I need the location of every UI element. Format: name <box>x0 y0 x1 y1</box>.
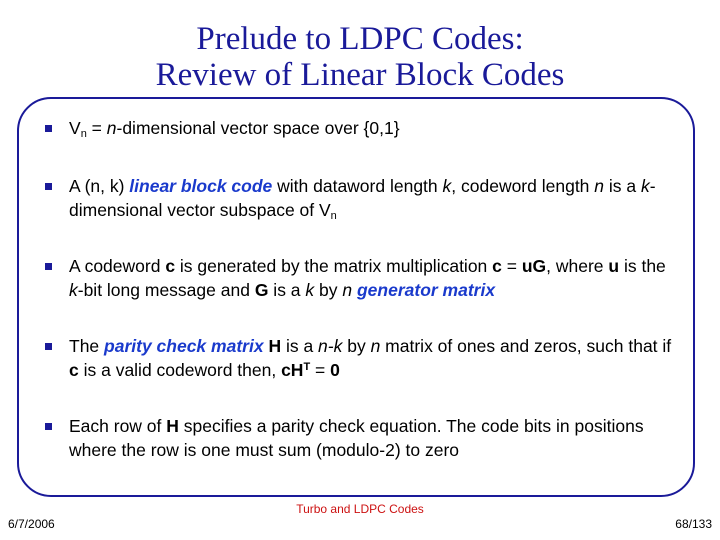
square-bullet-icon <box>45 423 52 430</box>
square-bullet-icon <box>45 125 52 132</box>
bullet-item-4: The parity check matrix H is a n-k by n matrix of ones and zeros, such that if c is a valid codeword then, $cH^T = 0$ <box>44 334 684 382</box>
bullet-list <box>44 116 684 462</box>
slide-title <box>0 21 720 93</box>
term-linear-block-code: linear block code <box>129 176 273 196</box>
term-generator-matrix: generator matrix <box>356 280 496 300</box>
footer-page-number: 68/133 <box>675 517 712 531</box>
title-line-2: Review of Linear Block Codes <box>155 57 565 93</box>
term-parity-check-matrix: parity check matrix <box>104 336 264 356</box>
title-line-1: Prelude to LDPC Codes: <box>196 21 524 57</box>
bullet-item-5: Each row of H specifies a parity check equation. The code bits in positions where the row is one must sum (modulo-2) to zero <box>44 414 684 462</box>
bullet-item-2: A (n, k) linear block code with dataword length k, codeword length n is a k-dimensional vector subspace of $V_n$ <box>44 174 684 222</box>
bullet-item-1: $V_n$ = n-dimensional vector space over {0,1} <box>44 116 684 140</box>
square-bullet-icon <box>45 263 52 270</box>
bullet-item-3: A codeword c is generated by the matrix multiplication c = uG, where u is the k-bit long message and G is a k by n generator matrix <box>44 254 684 302</box>
square-bullet-icon <box>45 343 52 350</box>
square-bullet-icon <box>45 183 52 190</box>
footer-title: Turbo and LDPC Codes <box>296 502 424 516</box>
footer-date: 6/7/2006 <box>8 517 55 531</box>
